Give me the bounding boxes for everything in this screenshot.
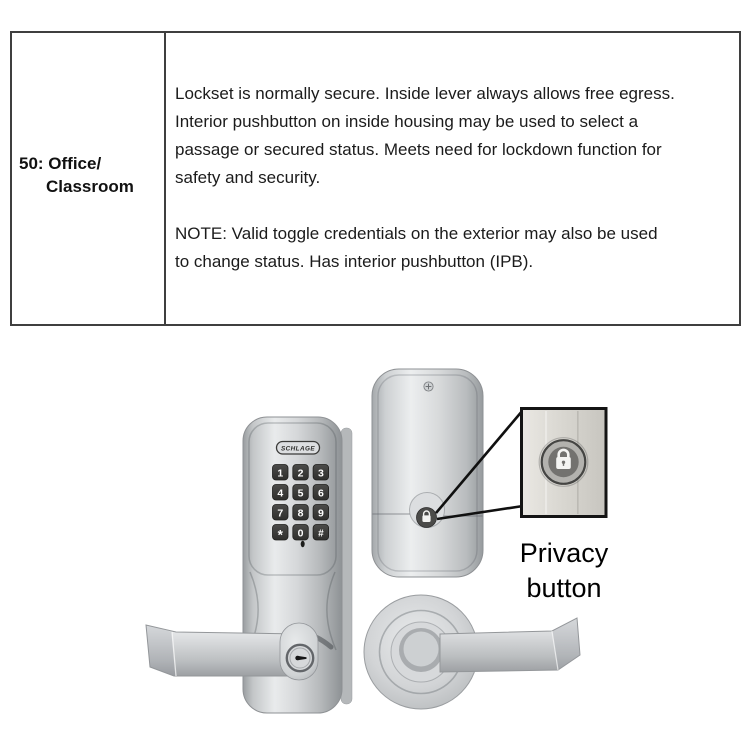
svg-text:9: 9 [317,507,324,520]
svg-text:#: # [318,528,324,540]
interior-lever [364,595,580,709]
function-number-title: 50: Office/ [19,153,102,173]
svg-text:8: 8 [297,507,304,520]
privacy-button-label: Privacy button [519,538,609,603]
svg-text:6: 6 [317,487,324,500]
svg-text:0: 0 [297,527,304,540]
lock-function-table-row [10,31,741,326]
interior-housing-body [372,369,483,577]
keypad-indicator [301,541,305,547]
svg-text:5: 5 [297,487,304,500]
svg-text:7: 7 [277,507,284,520]
privacy-button-callout [522,409,607,517]
exterior-keypad-lock [146,417,352,713]
svg-text:4: 4 [277,487,284,500]
interior-housing [372,369,483,577]
svg-text:3: 3 [317,467,324,480]
screw-icon [424,382,433,391]
function-number-cell [12,33,166,324]
function-note: NOTE: Valid toggle credentials on the exterior may also be used to change status. Has interior pushbutton (IPB). [175,224,658,271]
privacy-button-zoomed [539,438,588,487]
svg-text:*: * [277,527,283,543]
key-cylinder [287,645,313,671]
function-number-title-line2: Classroom [46,176,134,196]
svg-text:1: 1 [277,467,284,480]
svg-text:2: 2 [297,467,304,480]
function-description: Lockset is normally secure. Inside lever always allows free egress. Interior pushbutton on inside housing may be used to select a passage or secured status. Meets need for lockdown function for safety and security. [175,84,675,187]
brand-logo-text: SCHLAGE [280,445,316,453]
privacy-button [417,508,437,528]
function-description-cell [166,33,739,324]
brand-logo [277,442,320,455]
lock-hardware-illustration [0,348,750,750]
